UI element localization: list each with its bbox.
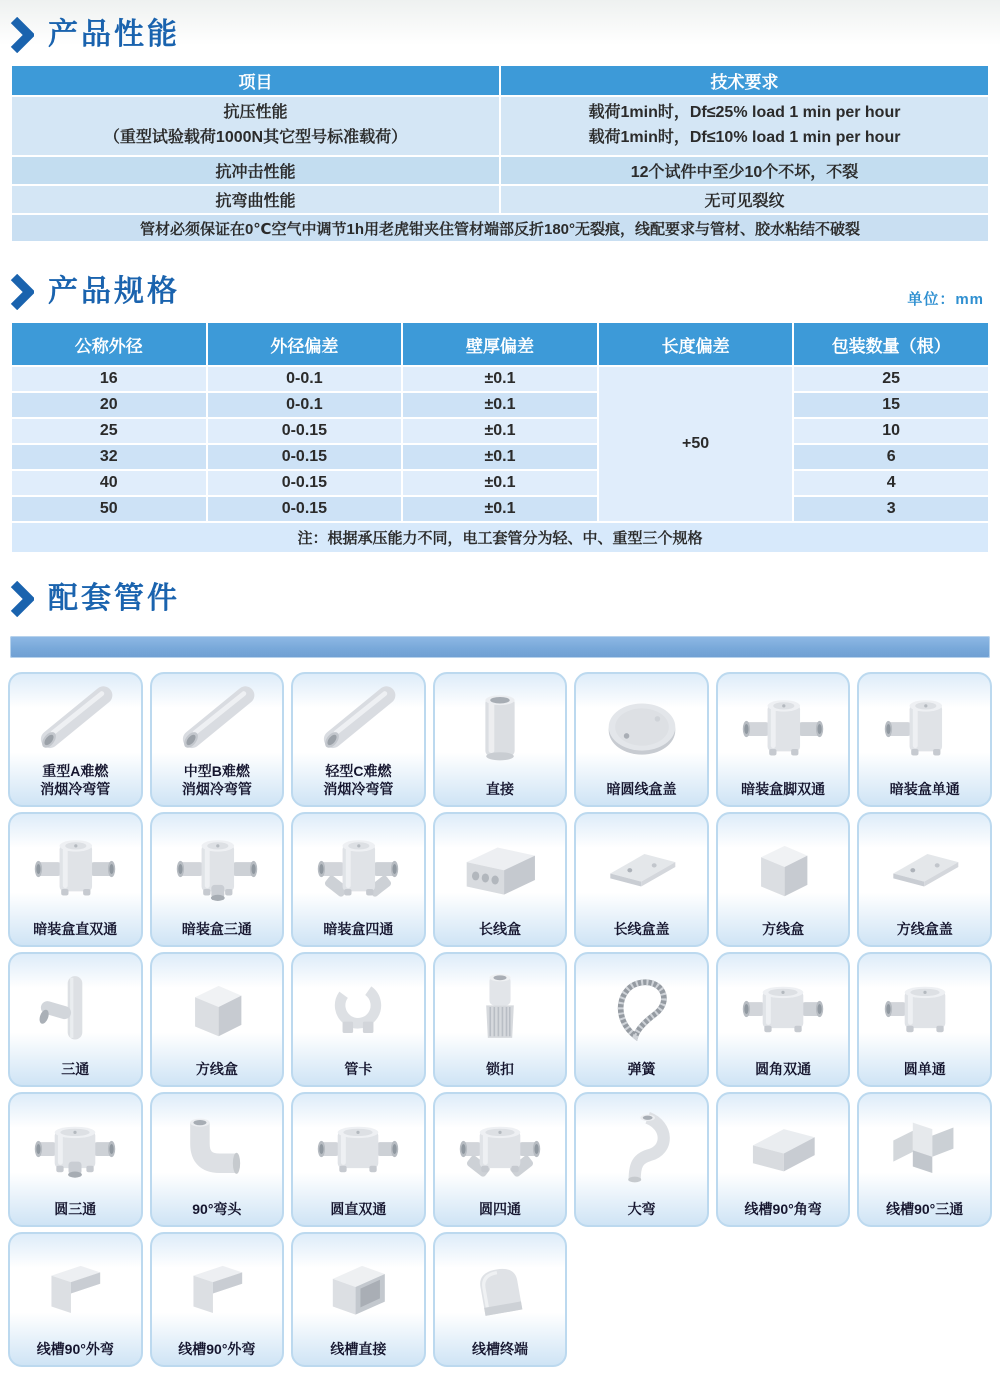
long-box-icon (435, 814, 566, 920)
trunking-straight-icon (293, 1234, 424, 1340)
junction-box-three-way-icon (152, 814, 283, 920)
fitting-card-label: 弹簧 (627, 1060, 656, 1077)
fitting-card (150, 952, 285, 1087)
fitting-card (291, 812, 426, 947)
fitting-card (574, 812, 709, 947)
spec-col-wall-tolerance: 壁厚偏差 (402, 322, 598, 366)
square-box-icon (718, 814, 849, 920)
flat-cover-icon (576, 814, 707, 920)
round-two-way-icon (293, 1094, 424, 1200)
spec-cell-nominal-od: 32 (11, 444, 207, 470)
elbow-icon (152, 1094, 283, 1200)
spec-col-pack-qty: 包装数量（根） (793, 322, 989, 366)
spec-cell-od-tolerance: 0-0.1 (207, 392, 403, 418)
fitting-card (857, 812, 992, 947)
fitting-card (433, 1092, 568, 1227)
trunking-angle-icon (718, 1094, 849, 1200)
pipe-icon (152, 674, 283, 762)
fitting-card (291, 1092, 426, 1227)
unit-label: 单位：mm (907, 291, 984, 308)
spec-cell-nominal-od: 20 (11, 392, 207, 418)
fitting-card-label: 暗装盒三通 (181, 920, 252, 937)
fitting-card (8, 1092, 143, 1227)
fitting-card-label: 方线盒盖 (896, 920, 953, 937)
fitting-card (291, 952, 426, 1087)
perf-col-requirement: 技术要求 (500, 65, 989, 96)
trunking-end-icon (435, 1234, 566, 1340)
fitting-card-label: 方线盒 (195, 1060, 238, 1077)
spec-cell-wall-tolerance: ±0.1 (402, 470, 598, 496)
perf-impact-item: 抗冲击性能 (11, 156, 500, 185)
fitting-card-label: 暗装盒单通 (889, 780, 960, 797)
fitting-card-label: 三通 (61, 1060, 90, 1077)
tee-pipe-icon (10, 954, 141, 1060)
fitting-card (433, 952, 568, 1087)
fitting-card (150, 1232, 285, 1367)
fitting-card-label: 大弯 (627, 1200, 656, 1217)
fitting-card-label: 线槽直接 (330, 1340, 387, 1357)
pipe-clip-icon (293, 954, 424, 1060)
spec-cell-nominal-od: 50 (11, 496, 207, 522)
fitting-card-label: 圆直双通 (330, 1200, 387, 1217)
fitting-card-label: 锁扣 (485, 1060, 514, 1077)
round-four-way-icon (435, 1094, 566, 1200)
specs-table (10, 321, 990, 554)
fitting-card-label: 重型A难燃 消烟冷弯管 (40, 762, 111, 797)
junction-box-two-way-icon (718, 674, 849, 780)
spec-col-length-tolerance: 长度偏差 (598, 322, 794, 366)
chevron-icon (10, 274, 34, 310)
fitting-card (150, 812, 285, 947)
fitting-card-label: 暗装盒脚双通 (741, 780, 826, 797)
fitting-card (8, 672, 143, 807)
flat-cover-icon (859, 814, 990, 920)
perf-bending-requirement: 无可见裂纹 (500, 185, 989, 214)
spec-col-od-tolerance: 外径偏差 (207, 322, 403, 366)
junction-box-two-way-icon (10, 814, 141, 920)
spec-cell-od-tolerance: 0-0.15 (207, 418, 403, 444)
round-one-way-icon (859, 954, 990, 1060)
spec-cell-pack-qty: 3 (793, 496, 989, 522)
spec-cell-wall-tolerance: ±0.1 (402, 444, 598, 470)
fitting-card-label: 中型B难燃 消烟冷弯管 (181, 762, 252, 797)
round-cover-icon (576, 674, 707, 780)
section-specs-header (0, 243, 1000, 321)
spec-cell-od-tolerance: 0-0.15 (207, 444, 403, 470)
fitting-card-label: 线槽终端 (471, 1340, 528, 1357)
spec-cell-pack-qty: 15 (793, 392, 989, 418)
section-divider-bar (10, 636, 990, 658)
section-specs-title: 产品规格 (48, 275, 180, 308)
fitting-card (716, 952, 851, 1087)
spec-cell-od-tolerance: 0-0.1 (207, 366, 403, 392)
round-two-way-icon (718, 954, 849, 1060)
fitting-card-label: 长线盒盖 (613, 920, 670, 937)
fittings-grid (8, 672, 992, 1367)
fitting-card-label: 暗装盒四通 (323, 920, 394, 937)
fitting-card (574, 952, 709, 1087)
spring-icon (576, 954, 707, 1060)
spec-cell-od-tolerance: 0-0.15 (207, 470, 403, 496)
fitting-card (716, 672, 851, 807)
fitting-card (433, 1232, 568, 1367)
fitting-card-label: 暗装盒直双通 (33, 920, 118, 937)
fitting-card-label: 暗圆线盒盖 (606, 780, 677, 797)
spec-note-text: 注：根据承压能力不同，电工套管分为轻、中、重型三个规格 (11, 522, 989, 553)
pipe-icon (10, 674, 141, 762)
fitting-card-label: 方线盒 (762, 920, 805, 937)
fitting-card (291, 672, 426, 807)
performance-table (10, 64, 990, 243)
fitting-card (857, 952, 992, 1087)
spec-table-row (11, 470, 989, 496)
spec-cell-wall-tolerance: ±0.1 (402, 366, 598, 392)
fitting-card (150, 672, 285, 807)
chevron-icon (10, 17, 34, 53)
performance-header-row (11, 65, 989, 96)
fitting-card (291, 1232, 426, 1367)
fitting-card-label: 轻型C难燃 消烟冷弯管 (323, 762, 394, 797)
specs-header-row (11, 322, 989, 366)
perf-row-compression (11, 96, 989, 156)
fitting-card-label: 圆单通 (903, 1060, 946, 1077)
spec-cell-nominal-od: 40 (11, 470, 207, 496)
lock-ring-icon (435, 954, 566, 1060)
spec-cell-wall-tolerance: ±0.1 (402, 418, 598, 444)
perf-row-bending (11, 185, 989, 214)
fitting-card-label: 圆四通 (478, 1200, 521, 1217)
fitting-card-label: 长线盒 (478, 920, 521, 937)
section-fittings-header (0, 554, 1000, 628)
junction-box-four-way-icon (293, 814, 424, 920)
spec-col-nominal-od: 公称外径 (11, 322, 207, 366)
big-bend-icon (576, 1094, 707, 1200)
spec-cell-od-tolerance: 0-0.15 (207, 496, 403, 522)
spec-cell-length-tolerance: +50 (598, 366, 794, 522)
perf-footer-row (11, 214, 989, 242)
fitting-card-label: 线槽90°角弯 (744, 1200, 822, 1217)
spec-table-row (11, 392, 989, 418)
spec-cell-nominal-od: 16 (11, 366, 207, 392)
fitting-card (150, 1092, 285, 1227)
section-performance-title: 产品性能 (48, 18, 180, 51)
fitting-card (8, 952, 143, 1087)
fitting-card (716, 812, 851, 947)
perf-impact-requirement: 12个试件中至少10个不坏，不裂 (500, 156, 989, 185)
fitting-card-label: 管卡 (344, 1060, 373, 1077)
fitting-card-label: 直接 (485, 780, 514, 797)
spec-cell-pack-qty: 4 (793, 470, 989, 496)
round-three-way-icon (10, 1094, 141, 1200)
section-fittings-title: 配套管件 (48, 582, 180, 615)
fitting-card-label: 圆三通 (54, 1200, 97, 1217)
fitting-card-label: 线槽90°外弯 (178, 1340, 256, 1357)
perf-bending-item: 抗弯曲性能 (11, 185, 500, 214)
fitting-card-label: 圆角双通 (755, 1060, 812, 1077)
fitting-card (574, 1092, 709, 1227)
fitting-card (433, 672, 568, 807)
fitting-card (857, 672, 992, 807)
fitting-card-label: 线槽90°外弯 (36, 1340, 114, 1357)
perf-compression-requirement: 载荷1min时，Df≤25% load 1 min per hour 载荷1min时，Df≤10% load 1 min per hour (500, 96, 989, 156)
perf-col-item: 项目 (11, 65, 500, 96)
fitting-card (8, 1232, 143, 1367)
fitting-card (8, 812, 143, 947)
fitting-card (716, 1092, 851, 1227)
spec-cell-wall-tolerance: ±0.1 (402, 496, 598, 522)
fitting-card (857, 1092, 992, 1227)
perf-footer-text: 管材必须保证在0℃空气中调节1h用老虎钳夹住管材端部反折180°无裂痕，线配要求与管材、胶水粘结不破裂 (11, 214, 989, 242)
spec-cell-pack-qty: 25 (793, 366, 989, 392)
section-performance-header (0, 0, 1000, 64)
junction-box-one-way-icon (859, 674, 990, 780)
trunking-tee-icon (859, 1094, 990, 1200)
trunking-outer-bend-icon (10, 1234, 141, 1340)
spec-cell-pack-qty: 10 (793, 418, 989, 444)
coupler-icon (435, 674, 566, 780)
fitting-card (574, 672, 709, 807)
square-box-icon (152, 954, 283, 1060)
spec-note-row (11, 522, 989, 553)
spec-cell-wall-tolerance: ±0.1 (402, 392, 598, 418)
trunking-outer-bend-icon (152, 1234, 283, 1340)
fitting-card (433, 812, 568, 947)
spec-table-row (11, 444, 989, 470)
spec-table-row (11, 366, 989, 392)
spec-cell-nominal-od: 25 (11, 418, 207, 444)
spec-cell-pack-qty: 6 (793, 444, 989, 470)
fitting-card-label: 线槽90°三通 (886, 1200, 964, 1217)
spec-table-row (11, 496, 989, 522)
perf-compression-item: 抗压性能 （重型试验载荷1000N其它型号标准载荷） (11, 96, 500, 156)
spec-table-row (11, 418, 989, 444)
perf-row-impact (11, 156, 989, 185)
chevron-icon (10, 581, 34, 617)
fitting-card-label: 90°弯头 (192, 1200, 242, 1217)
pipe-icon (293, 674, 424, 762)
